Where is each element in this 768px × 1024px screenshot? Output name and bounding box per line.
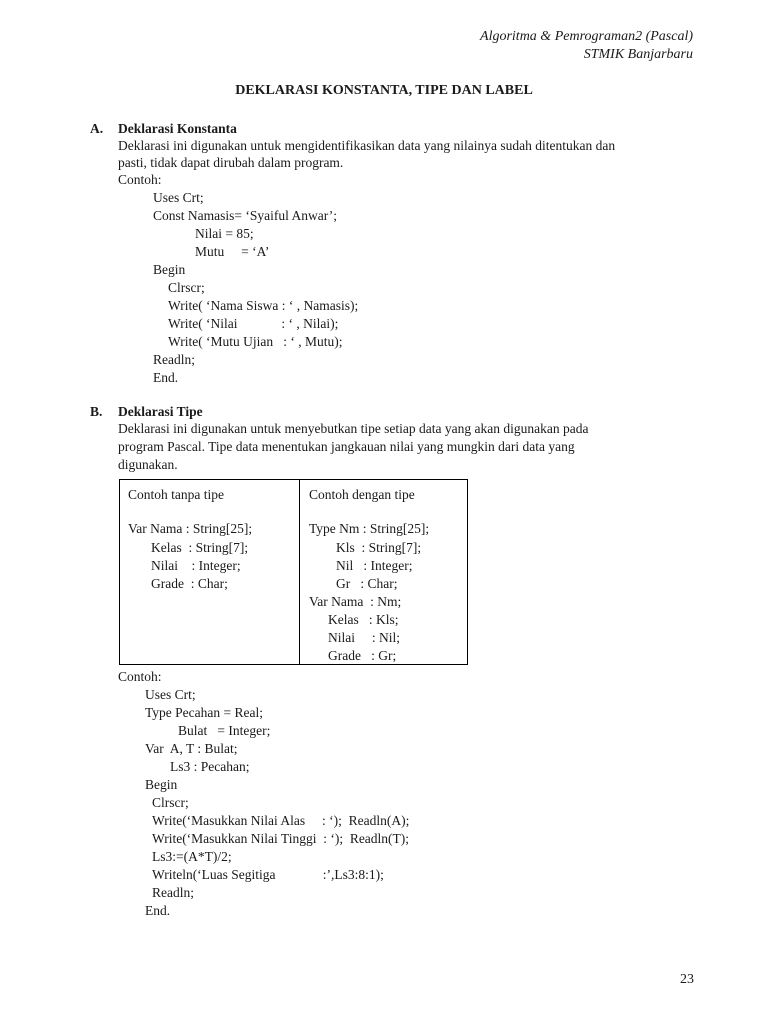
code-line: Readln;: [153, 352, 195, 367]
header-institution: STMIK Banjarbaru: [583, 47, 693, 62]
code-line: Nilai = 85;: [195, 226, 254, 241]
code-line: End.: [145, 903, 171, 918]
table-divider: [299, 479, 300, 665]
table-right-line: Nil : Integer;: [336, 558, 413, 573]
code-line: Ls3 : Pecahan;: [170, 759, 250, 774]
table-right-line: Kelas : Kls;: [328, 612, 399, 627]
code-line: Write(‘Masukkan Nilai Tinggi : ‘); Readln(T);: [152, 831, 410, 846]
code-line: Write(‘Masukkan Nilai Alas : ‘); Readln(A);: [152, 813, 410, 828]
header-course: Algoritma & Pemrograman2 (Pascal): [480, 29, 693, 44]
code-line: Write( ‘Nilai : ‘ , Nilai);: [168, 316, 339, 331]
code-line: Writeln(‘Luas Segitiga :’,Ls3:8:1);: [152, 867, 384, 882]
code-line: Clrscr;: [168, 280, 205, 295]
section-a-letter: A.: [90, 121, 104, 136]
section-b-letter: B.: [90, 404, 103, 419]
section-a-desc-line: pasti, tidak dapat dirubah dalam program.: [118, 155, 344, 170]
table-left-line: Var Nama : String[25];: [128, 521, 253, 536]
code-line: Mutu = ‘A’: [195, 244, 270, 259]
code-line: Var A, T : Bulat;: [145, 741, 238, 756]
code-line: Const Namasis= ‘Syaiful Anwar’;: [153, 208, 337, 223]
section-a-contoh-label: Contoh:: [118, 172, 162, 187]
table-right-line: Type Nm : String[25];: [309, 521, 430, 536]
table-right-line: Kls : String[7];: [336, 540, 422, 555]
page-title: DEKLARASI KONSTANTA, TIPE DAN LABEL: [235, 83, 533, 98]
table-right-line: Var Nama : Nm;: [309, 594, 402, 609]
section-b-desc-line: program Pascal. Tipe data menentukan jangkauan nilai yang mungkin dari data yang: [118, 439, 575, 454]
section-b-contoh-label: Contoh:: [118, 669, 162, 684]
code-line: Write( ‘Mutu Ujian : ‘ , Mutu);: [168, 334, 343, 349]
section-b-desc-line: Deklarasi ini digunakan untuk menyebutkan tipe setiap data yang akan digunakan pada: [118, 421, 589, 436]
table-left-header: Contoh tanpa tipe: [128, 487, 224, 502]
code-line: Begin: [153, 262, 186, 277]
section-b-desc-line: digunakan.: [118, 457, 178, 472]
section-b-heading: Deklarasi Tipe: [118, 404, 203, 419]
table-right-line: Grade : Gr;: [328, 648, 397, 663]
section-a-heading: Deklarasi Konstanta: [118, 121, 237, 136]
table-left-line: Nilai : Integer;: [151, 558, 241, 573]
code-line: End.: [153, 370, 179, 385]
table-right-header: Contoh dengan tipe: [309, 487, 415, 502]
code-line: Write( ‘Nama Siswa : ‘ , Namasis);: [168, 298, 359, 313]
section-a-desc-line: Deklarasi ini digunakan untuk mengidentifikasikan data yang nilainya sudah ditentukan dan: [118, 138, 616, 153]
code-line: Ls3:=(A*T)/2;: [152, 849, 232, 864]
code-line: Uses Crt;: [153, 190, 204, 205]
table-left-line: Kelas : String[7];: [151, 540, 249, 555]
code-line: Clrscr;: [152, 795, 189, 810]
code-line: Bulat = Integer;: [178, 723, 271, 738]
code-line: Uses Crt;: [145, 687, 196, 702]
code-line: Readln;: [152, 885, 194, 900]
code-line: Type Pecahan = Real;: [145, 705, 263, 720]
table-right-line: Gr : Char;: [336, 576, 398, 591]
table-right-line: Nilai : Nil;: [328, 630, 400, 645]
table-left-line: Grade : Char;: [151, 576, 228, 591]
code-line: Begin: [145, 777, 178, 792]
page-number: 23: [680, 972, 694, 987]
